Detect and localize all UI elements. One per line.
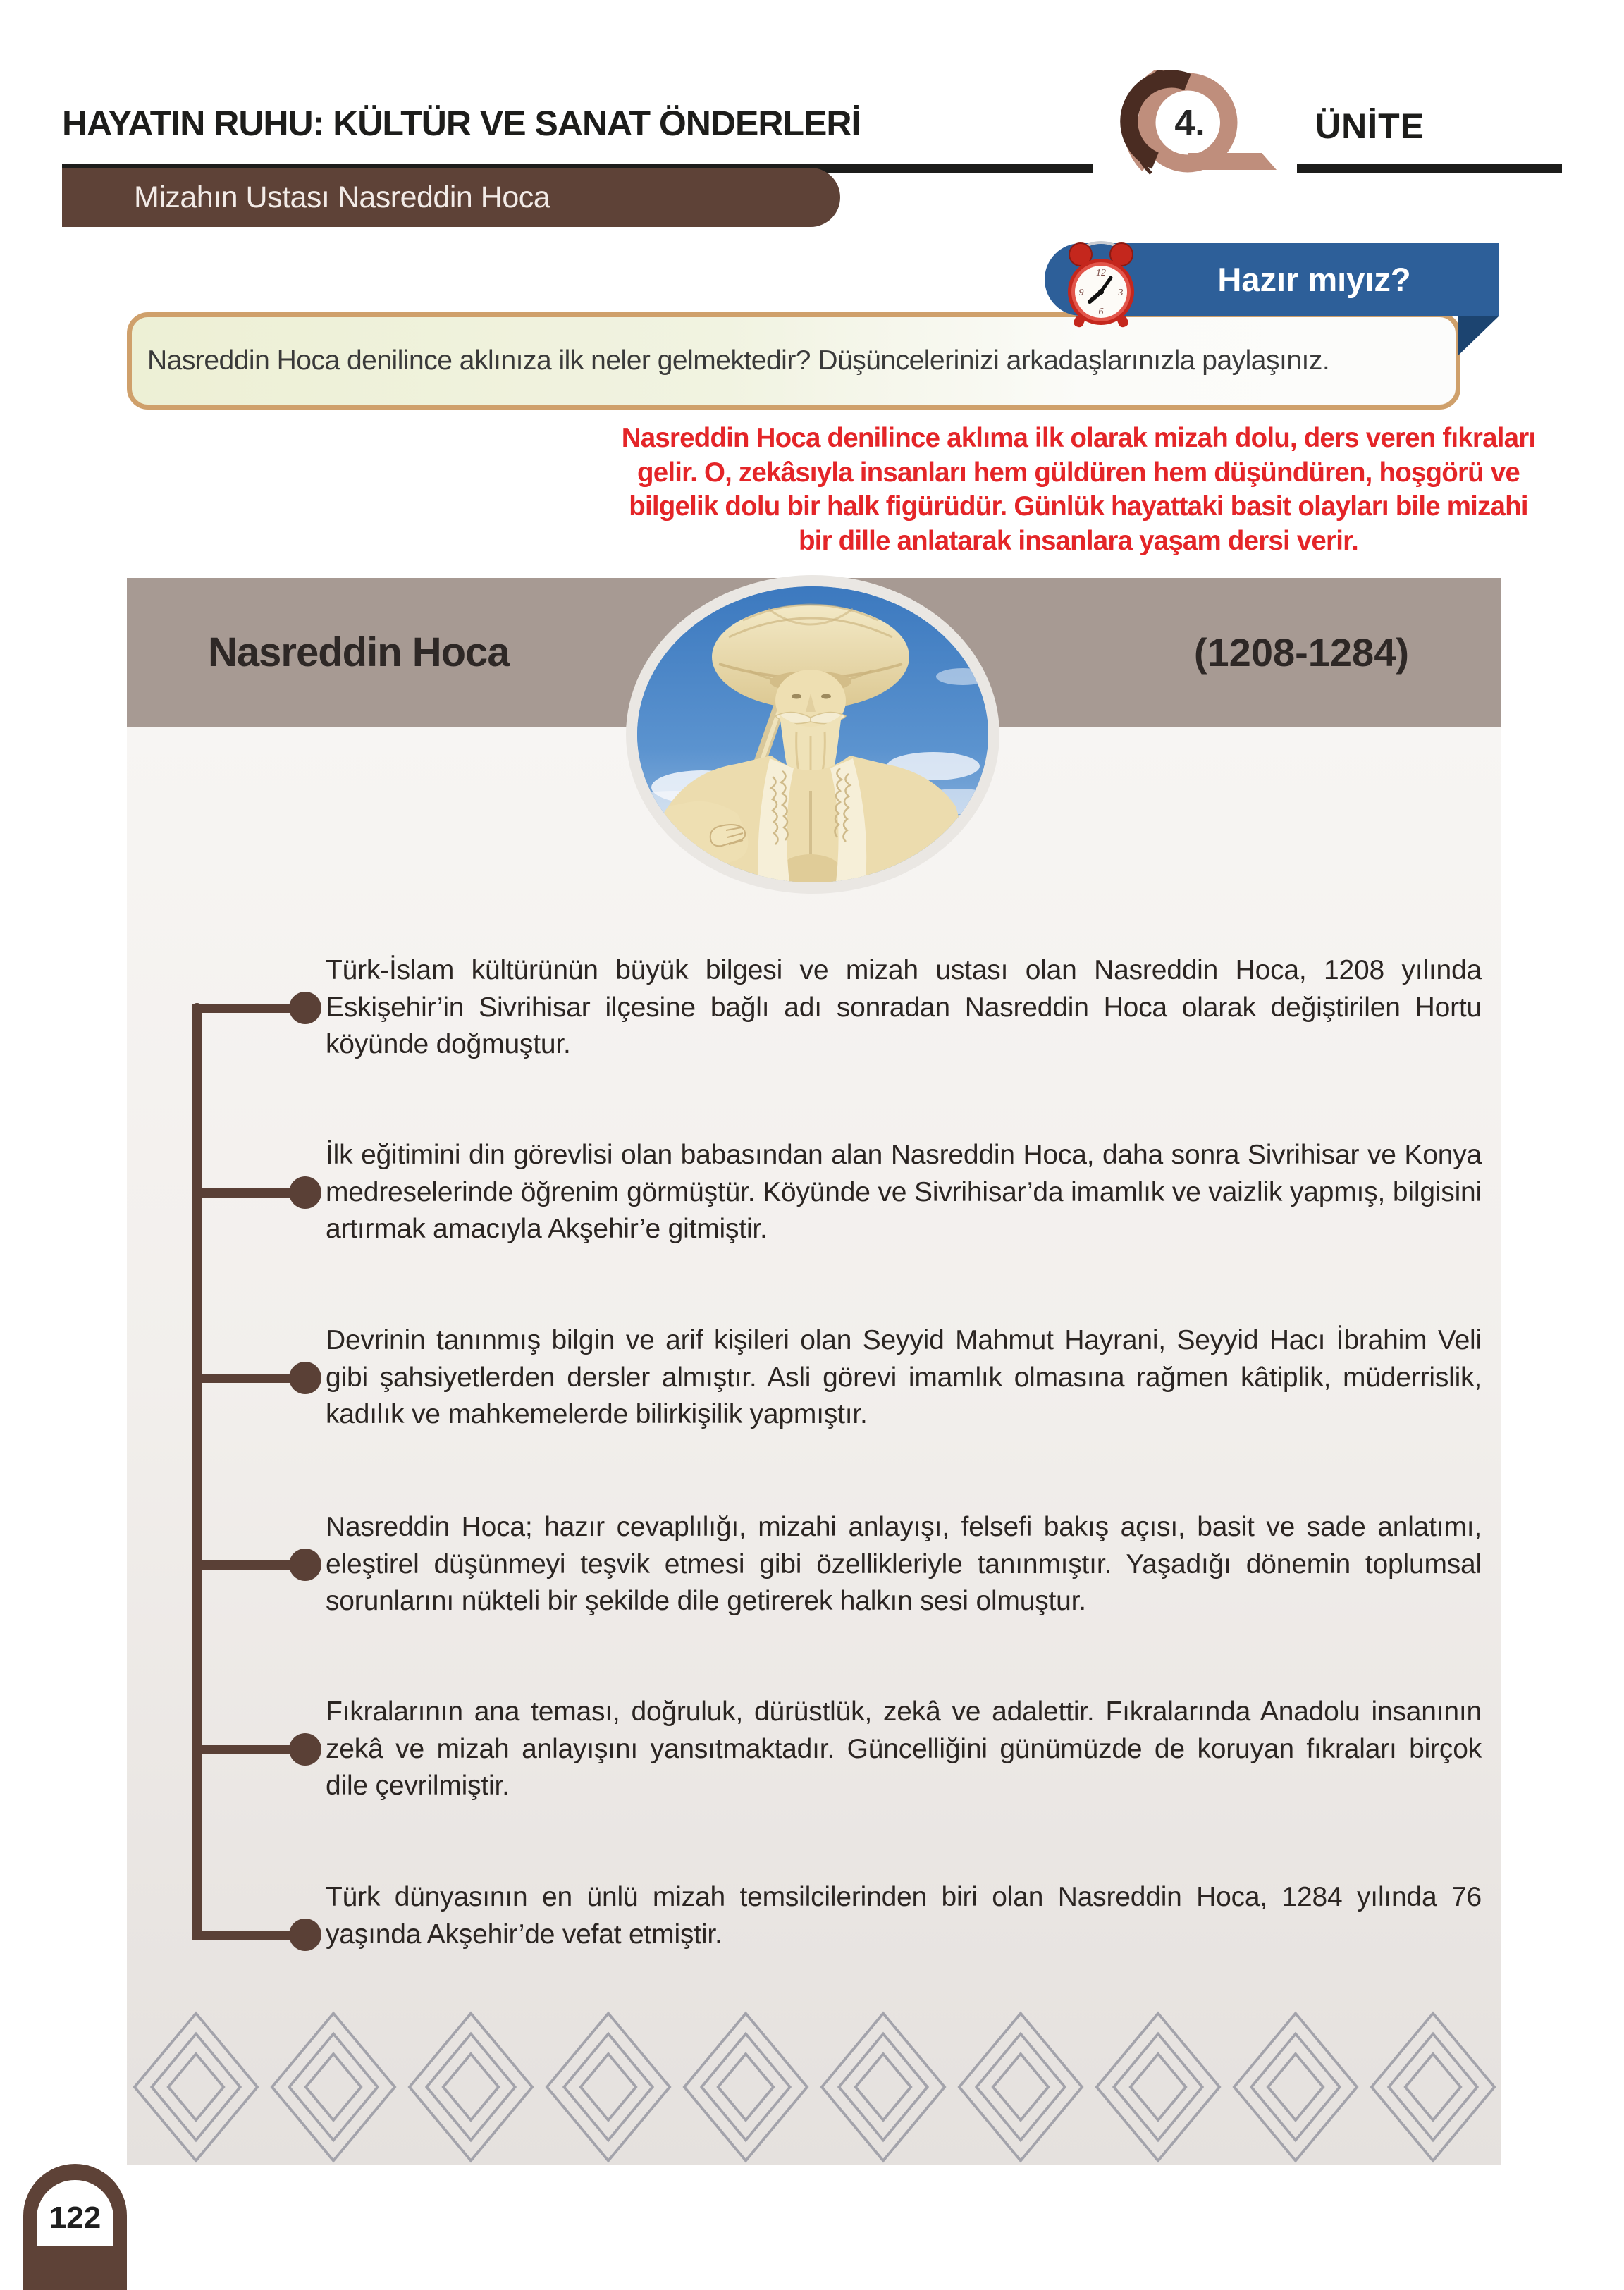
student-answer-line: bilgelik dolu bir halk figürüdür. Günlük hayattaki basit olayları bile mizahi — [629, 491, 1528, 522]
page-number: 122 — [49, 2200, 102, 2235]
timeline-event: İlk eğitimini din görevlisi olan babasından alan Nasreddin Hoca, daha sonra Sivrihisar ve Konya medreselerinde öğrenim görmüştür. Köyünde ve Sivrihisar’da imamlık ve vaizlik yapmış, bilgisini artırmak amacıyla Akşehir’e gitmiştir. — [326, 1140, 1482, 1244]
timeline-event: Türk-İslam kültürünün büyük bilgesi ve mizah ustası olan Nasreddin Hoca, 1208 yılında Eskişehir’in Sivrihisar ilçesine bağlı adı sonradan Nasreddin Hoca olarak değiştirilen Hortu köyünde doğmuştur. — [326, 955, 1482, 1059]
diamond-ornament — [957, 2009, 1084, 2165]
student-answer-line: bir dille anlatarak insanlara yaşam dersi verir. — [798, 525, 1359, 556]
timeline-event: Türk dünyasının en ünlü mizah temsilcilerinden biri olan Nasreddin Hoca, 1284 yılında 76 yaşında Akşehir’de vefat etmiştir. — [326, 1882, 1482, 1950]
svg-text:12: 12 — [1096, 268, 1106, 278]
profile-name: Nasreddin Hoca — [208, 629, 510, 675]
timeline-bullet — [289, 1549, 321, 1581]
svg-text:6: 6 — [1098, 307, 1104, 317]
timeline-bullet — [289, 1362, 321, 1394]
svg-text:9: 9 — [1078, 288, 1084, 298]
svg-text:3: 3 — [1118, 288, 1124, 298]
student-answer — [522, 421, 1624, 558]
diamond-ornament — [682, 2009, 809, 2165]
timeline-connector — [192, 1374, 305, 1383]
diamond-ornament — [133, 2009, 259, 2165]
timeline-bullet — [289, 1176, 321, 1209]
diamond-ornament — [407, 2009, 534, 2165]
unit-number: 4. — [1174, 103, 1205, 144]
diamond-ornament — [270, 2009, 397, 2165]
diamond-band — [127, 2009, 1501, 2165]
timeline-connector — [192, 1188, 305, 1198]
timeline-connector — [192, 1931, 305, 1940]
diamond-ornament — [545, 2009, 672, 2165]
timeline-event: Nasreddin Hoca; hazır cevaplılığı, mizahi anlayışı, felsefi bakış açısı, basit ve sade anlatımı, eleştirel düşünmeyi teşvik etmesi gibi özellikleriyle tanınmıştır. Yaşadığı dönemin toplumsal sorunlarını nükteli bir şekilde dile getirerek halkın sesi olmuştur. — [326, 1512, 1482, 1616]
timeline-bullet — [289, 1733, 321, 1766]
diamond-ornament — [1370, 2009, 1496, 2165]
biography-section — [127, 727, 1501, 2165]
ready-banner-fold — [1458, 316, 1499, 356]
profile-lifespan: (1208-1284) — [1193, 630, 1409, 675]
page-number-arch — [37, 2180, 113, 2246]
student-answer-line: Nasreddin Hoca denilince aklıma ilk olarak mizah dolu, ders veren fıkraları — [621, 423, 1536, 453]
timeline-connector — [192, 1004, 305, 1013]
timeline-connector — [192, 1745, 305, 1754]
unit-label: ÜNİTE — [1315, 106, 1425, 146]
timeline-connector — [192, 1560, 305, 1570]
nasreddin-hoca-statue-photo — [637, 586, 988, 882]
ready-question-text: Nasreddin Hoca denilince aklınıza ilk neler gelmektedir? Düşüncelerinizi arkadaşlarınızla paylaşınız. — [147, 345, 1330, 376]
header-rule-right — [1297, 164, 1562, 173]
section-banner — [62, 168, 840, 227]
ready-question-card — [127, 312, 1460, 410]
alarm-clock-icon — [1054, 237, 1148, 331]
section-banner-label: Mizahın Ustası Nasreddin Hoca — [134, 180, 550, 214]
timeline-event: Devrinin tanınmış bilgin ve arif kişileri olan Seyyid Mahmut Hayrani, Seyyid Hacı İbrahim Veli gibi şahsiyetlerden dersler almıştır. Asli görevi imamlık olmasına rağmen kâtiplik, müderrislik, kadılık ve mahkemelerde bilirkişilik yapmıştır. — [326, 1325, 1482, 1429]
page-number-badge — [23, 2164, 127, 2290]
ready-banner-label: Hazır mıyız? — [1217, 261, 1411, 298]
student-answer-line: gelir. O, zekâsıyla insanları hem güldüren hem düşündüren, hoşgörü ve — [637, 457, 1520, 488]
diamond-ornament — [820, 2009, 947, 2165]
timeline-spine — [192, 1003, 202, 1940]
timeline-bullet — [289, 1919, 321, 1951]
diamond-ornament — [1095, 2009, 1222, 2165]
timeline-bullet — [289, 992, 321, 1024]
page-title: HAYATIN RUHU: KÜLTÜR VE SANAT ÖNDERLERİ — [62, 104, 861, 143]
diamond-ornament — [1232, 2009, 1359, 2165]
unit-scroll-icon — [1089, 70, 1293, 178]
timeline-event: Fıkralarının ana teması, doğruluk, dürüstlük, zekâ ve adalettir. Fıkralarında Anadolu insanının zekâ ve mizah anlayışını yansıtmaktadır. Güncelliğini günümüzde de koruyan fıkraları birçok dile çevrilmiştir. — [326, 1697, 1482, 1801]
